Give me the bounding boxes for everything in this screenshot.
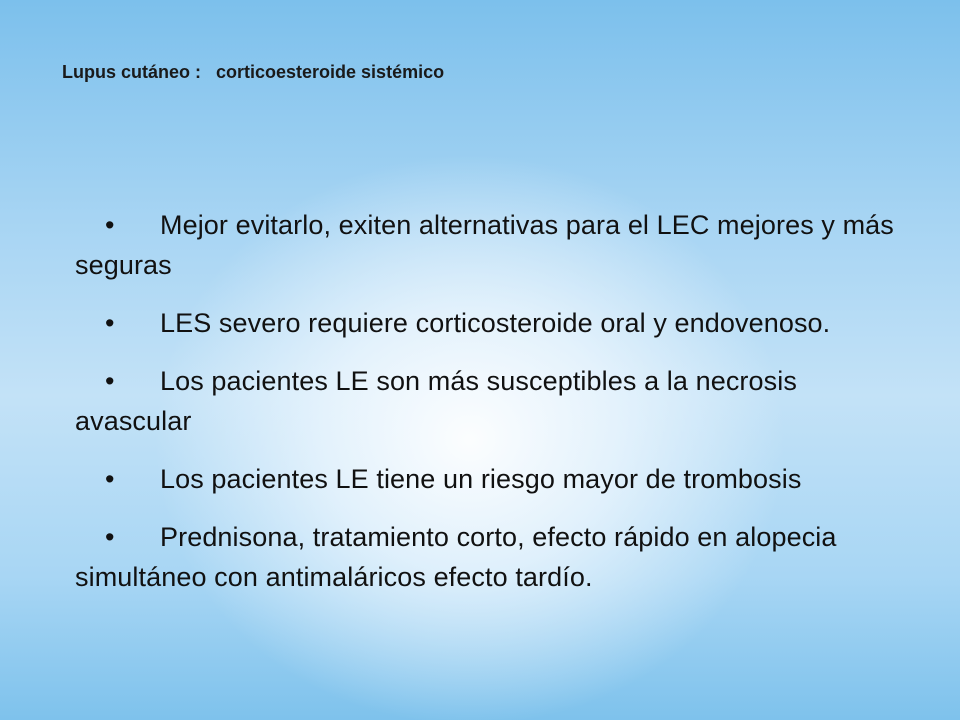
- bullet-item: [75, 205, 915, 285]
- bullet-item: [75, 459, 915, 499]
- bullet-item: [75, 361, 915, 441]
- bullet-icon: •: [105, 210, 115, 240]
- bullet-item: [75, 303, 915, 343]
- bullet-item: [75, 517, 915, 597]
- bullet-text: LES severo requiere corticosteroide oral y endovenoso.: [160, 308, 831, 338]
- slide-title: Lupus cutáneo : corticoesteroide sistémico: [62, 62, 445, 82]
- bullet-icon: •: [105, 522, 115, 552]
- bullet-icon: •: [105, 366, 115, 396]
- bullet-text: Los pacientes LE son más susceptibles a la necrosis avascular: [75, 366, 797, 436]
- bullet-list: [75, 205, 915, 615]
- bullet-text: Mejor evitarlo, exiten alternativas para el LEC mejores y más seguras: [75, 210, 894, 280]
- bullet-text: Los pacientes LE tiene un riesgo mayor de trombosis: [160, 464, 802, 494]
- bullet-icon: •: [105, 464, 115, 494]
- bullet-icon: •: [105, 308, 115, 338]
- bullet-text: Prednisona, tratamiento corto, efecto rápido en alopecia simultáneo con antimaláricos efecto tardío.: [75, 522, 837, 592]
